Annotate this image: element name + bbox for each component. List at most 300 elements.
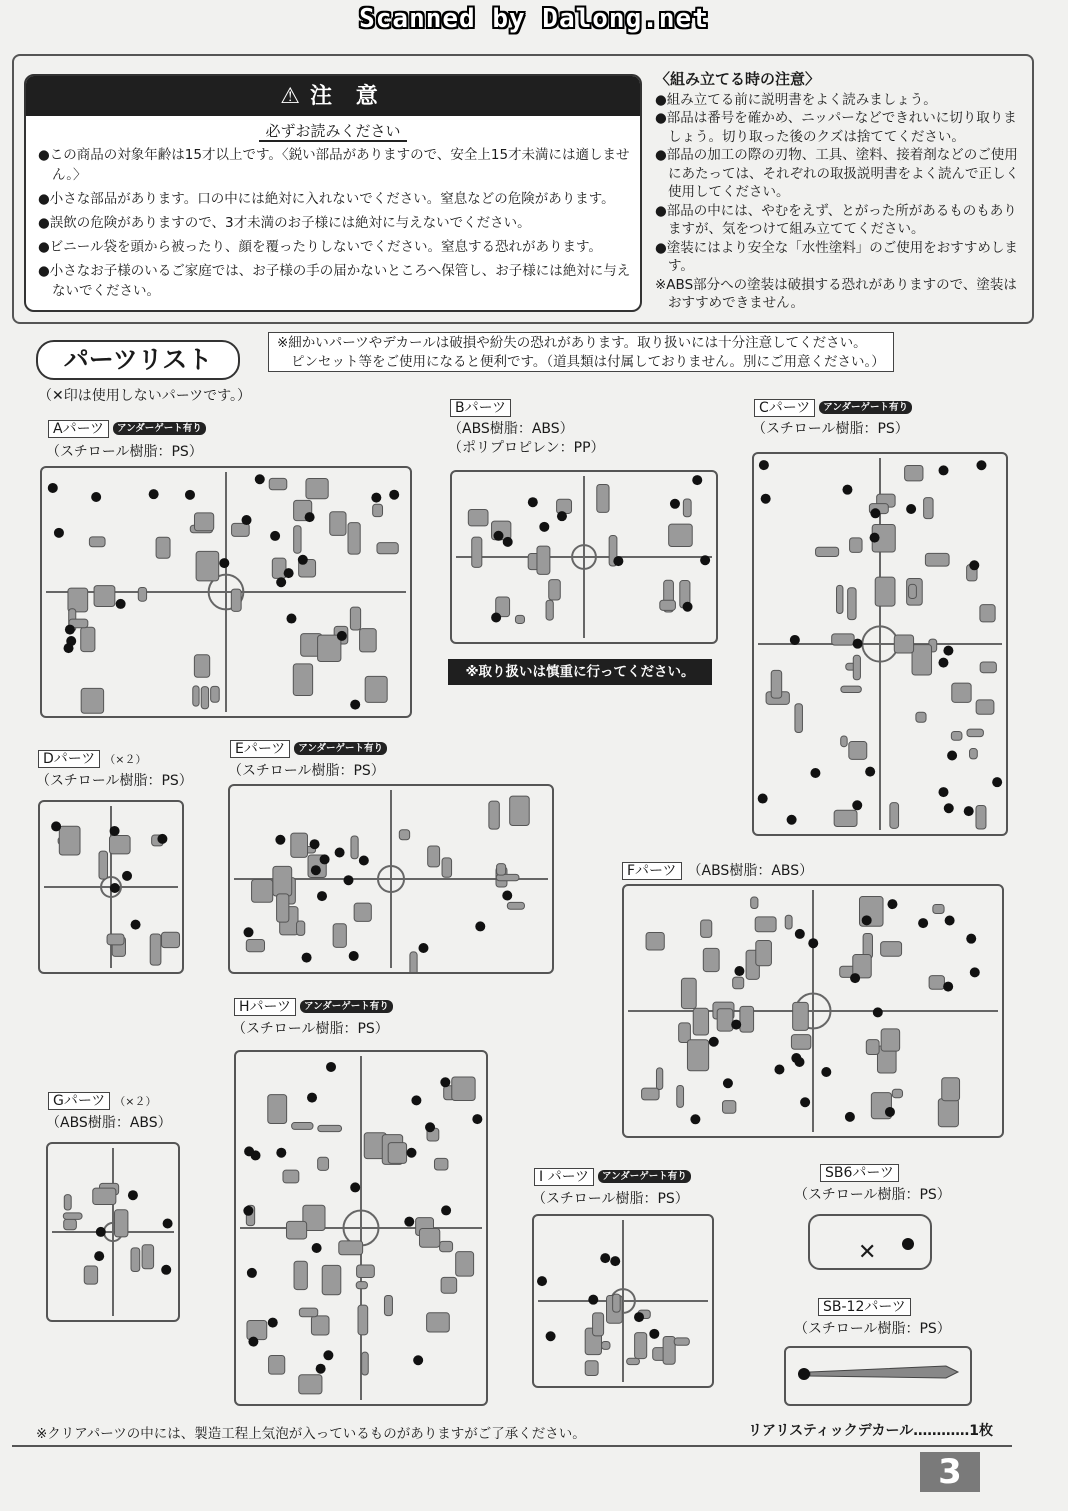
- part-number-marker: [268, 1318, 278, 1328]
- part-number-marker: [411, 1095, 421, 1105]
- caution-note: ※ABS部分への塗装は破損する恐れがありますので、塗装はおすすめできません。: [655, 276, 1017, 311]
- unused-x-mark: ✕: [858, 1240, 877, 1265]
- part-number-marker: [683, 602, 693, 612]
- runner-part: [294, 526, 301, 553]
- careful-handling-note: ※取り扱いは慎重に行ってください。: [448, 659, 712, 685]
- part-number-marker: [359, 855, 369, 865]
- runner-part: [723, 1101, 736, 1114]
- part-number-marker: [51, 821, 61, 831]
- part-number-marker: [94, 1251, 104, 1261]
- part-number-marker: [255, 474, 265, 484]
- runner-part: [916, 712, 926, 722]
- runner-part: [515, 615, 524, 623]
- part-number-marker: [244, 1146, 254, 1156]
- runner-part: [269, 1355, 285, 1374]
- runner-part: [853, 655, 860, 679]
- part-number-marker: [307, 1093, 317, 1103]
- warning-item: ● 小さな部品があります。口の中には絶対に入れないでください。窒息などの危険があります。: [38, 189, 632, 209]
- part-number-marker: [810, 768, 820, 778]
- runner-part: [150, 934, 161, 965]
- part-number-marker: [862, 915, 872, 925]
- part-number-marker: [964, 806, 974, 816]
- part-number-marker: [316, 1364, 326, 1374]
- runner-part: [193, 686, 199, 706]
- runner-part: [350, 607, 360, 630]
- warning-header: [26, 76, 640, 116]
- decal-count: リアリスティックデカール…………1枚: [748, 1423, 993, 1439]
- runner-b: [450, 470, 718, 644]
- part-number-marker: [270, 531, 280, 541]
- part-number-marker: [870, 533, 880, 543]
- runner-part: [837, 585, 843, 613]
- runner-part: [194, 655, 209, 677]
- part-number-marker: [945, 915, 955, 925]
- part-number-marker: [537, 1276, 547, 1286]
- part-number-marker: [286, 614, 296, 624]
- parts-b-material2: （ポリプロピレン：PP）: [448, 440, 605, 456]
- runner-part: [194, 513, 213, 531]
- caution-item: ● 塗装にはより安全な「水性塗料」のご使用をおすすめします。: [655, 239, 1020, 276]
- runner-part: [252, 880, 273, 903]
- part-number-marker: [670, 499, 680, 509]
- under-gate-badge: アンダーゲート有り: [294, 742, 387, 755]
- runner-part: [442, 858, 452, 877]
- runner-part: [269, 478, 287, 489]
- runner-part: [909, 584, 917, 598]
- part-number-marker: [326, 1062, 336, 1072]
- runner-c: [752, 452, 1008, 836]
- clear-parts-note: ※クリアパーツの中には、製造工程上気泡が入っているものがありますがご了承ください。: [36, 1426, 586, 1442]
- parts-g-label: Gパーツ （×２）: [48, 1090, 157, 1110]
- part-number-marker: [918, 918, 928, 928]
- runner-part: [291, 833, 308, 857]
- warning-item: ● 誤飲の危険がありますので、3才未満のお子様には絶対に与えないでください。: [38, 213, 632, 233]
- part-number-marker: [219, 558, 229, 568]
- runner-e: [228, 784, 554, 974]
- runner-part: [663, 1336, 675, 1364]
- runner-part: [427, 1313, 450, 1332]
- runner-part: [272, 558, 286, 578]
- parts-c-label: Cパーツ アンダーゲート有り: [754, 397, 912, 417]
- runner-part: [660, 600, 676, 610]
- runner-part: [247, 1320, 267, 1339]
- runner-part: [866, 1040, 879, 1055]
- part-number-marker: [938, 787, 948, 797]
- runner-i: [532, 1214, 714, 1388]
- runner-part: [841, 686, 861, 692]
- runner-part: [849, 742, 867, 760]
- part-number-marker: [163, 1219, 173, 1229]
- part-number-marker: [247, 1268, 257, 1278]
- part-number-marker: [634, 1312, 644, 1322]
- runner-part: [848, 588, 856, 620]
- parts-h-label: Hパーツ アンダーゲート有り: [234, 996, 393, 1016]
- runner-part: [81, 688, 103, 713]
- part-number-marker: [116, 599, 126, 609]
- part-number-marker: [902, 1238, 914, 1250]
- part-number-marker: [371, 493, 381, 503]
- runner-part: [201, 687, 208, 709]
- part-number-marker: [943, 982, 953, 992]
- page-number: 3: [920, 1452, 980, 1492]
- runner-e-drawing: [230, 786, 552, 972]
- runner-part: [674, 1338, 689, 1345]
- runner-part: [89, 537, 105, 547]
- runner-part: [362, 1352, 369, 1375]
- part-number-marker: [853, 639, 863, 649]
- runner-part: [585, 1361, 598, 1376]
- runner-part: [677, 1085, 684, 1107]
- part-number-marker: [795, 929, 805, 939]
- runner-part: [557, 499, 572, 513]
- runner-part: [428, 846, 440, 867]
- runner-part: [756, 941, 772, 966]
- runner-part: [156, 537, 170, 558]
- footer-rule: [12, 1445, 1012, 1447]
- runner-part: [816, 547, 839, 556]
- part-number-marker: [842, 485, 852, 495]
- runner-part: [365, 676, 387, 702]
- runner-part: [107, 934, 124, 945]
- part-number-marker: [491, 612, 501, 622]
- runner-part: [472, 537, 482, 567]
- runner-part: [892, 1089, 902, 1097]
- runner-part: [933, 904, 944, 913]
- part-number-marker: [649, 1329, 659, 1339]
- part-number-marker: [734, 966, 744, 976]
- part-number-marker: [149, 489, 159, 499]
- part-number-marker: [335, 848, 345, 858]
- part-number-marker: [440, 1077, 450, 1087]
- runner-part: [273, 866, 292, 896]
- runner-part: [322, 1265, 341, 1294]
- part-number-marker: [110, 826, 120, 836]
- part-number-marker: [502, 890, 512, 900]
- under-gate-badge: アンダーゲート有り: [819, 401, 912, 414]
- runner-part: [354, 903, 371, 921]
- under-gate-badge: アンダーゲート有り: [598, 1170, 691, 1183]
- part-number-marker: [852, 800, 862, 810]
- runner-g: [46, 1142, 180, 1322]
- runner-part: [646, 933, 664, 951]
- runner-sb12-drawing: [786, 1348, 970, 1404]
- parts-h-material: （スチロール樹脂：PS）: [232, 1021, 389, 1037]
- runner-part: [468, 509, 488, 525]
- runner-part: [924, 498, 933, 519]
- part-number-marker: [821, 1067, 831, 1077]
- part-number-marker: [539, 522, 549, 532]
- runner-f-drawing: [624, 886, 1002, 1136]
- runner-part: [890, 803, 899, 829]
- part-number-marker: [242, 515, 252, 525]
- part-number-marker: [731, 1020, 741, 1030]
- runner-part: [109, 836, 130, 854]
- runner-part: [593, 1313, 604, 1336]
- part-number-marker: [970, 967, 980, 977]
- runner-part: [294, 1261, 307, 1289]
- runner-part: [232, 523, 250, 536]
- runner-part: [635, 1333, 647, 1359]
- part-number-marker: [613, 556, 623, 566]
- part-number-marker: [808, 938, 818, 948]
- part-number-marker: [969, 560, 979, 570]
- runner-part: [952, 683, 971, 702]
- runner-part: [507, 902, 524, 909]
- runner-part: [162, 932, 180, 947]
- caution-item: ● 部品は番号を確かめ、ニッパーなどできれいに切り取りましょう。切り取った後のクズは捨ててください。: [655, 109, 1020, 146]
- part-number-marker: [939, 465, 949, 475]
- part-number-marker: [690, 1114, 700, 1124]
- runner-part: [246, 939, 264, 951]
- part-number-marker: [302, 953, 312, 963]
- runner-part: [970, 749, 978, 759]
- runner-part: [399, 830, 409, 840]
- runner-part: [64, 1219, 77, 1230]
- runner-part: [441, 1277, 457, 1293]
- runner-part: [84, 1266, 97, 1284]
- part-number-marker: [91, 492, 101, 502]
- part-number-marker: [600, 1253, 610, 1263]
- part-number-marker: [54, 528, 64, 538]
- part-number-marker: [110, 883, 120, 893]
- part-number-marker: [305, 512, 315, 522]
- runner-part: [268, 1095, 287, 1124]
- part-number-marker: [944, 803, 954, 813]
- runner-part: [546, 600, 553, 620]
- runner-part: [642, 1088, 659, 1100]
- runner-part: [942, 1078, 960, 1101]
- runner-part: [905, 465, 923, 480]
- runner-part: [510, 796, 530, 825]
- runner-part: [63, 1213, 82, 1219]
- runner-part: [277, 894, 289, 922]
- runner-part: [681, 978, 696, 1008]
- warning-item: ● 小さなお子様のいるご家庭では、お子様の手の届かないところへ保管し、お子様には絶対に与えないでください。: [38, 261, 632, 301]
- runner-part: [938, 1099, 958, 1127]
- part-number-marker: [865, 767, 875, 777]
- runner-part: [929, 976, 944, 990]
- runner-part: [687, 1040, 708, 1071]
- runner-part: [597, 485, 609, 513]
- runner-part: [348, 523, 360, 554]
- part-number-marker: [947, 751, 957, 761]
- runner-part: [613, 1294, 621, 1312]
- part-number-marker: [700, 555, 710, 565]
- runner-part: [881, 1029, 900, 1051]
- runner-part: [456, 1252, 474, 1276]
- parts-list-title: パーツリスト: [36, 340, 240, 380]
- part-number-marker: [406, 1148, 416, 1158]
- parts-b-material: （ABS樹脂：ABS）: [448, 421, 574, 437]
- runner-part: [356, 1282, 367, 1289]
- runner-g-drawing: [48, 1144, 178, 1320]
- runner-part: [292, 1123, 313, 1130]
- runner-part: [333, 924, 346, 948]
- runner-part: [841, 736, 847, 747]
- part-number-marker: [244, 927, 254, 937]
- warning-list: [38, 145, 632, 301]
- scan-watermark: Scanned by Dalong.net: [359, 4, 709, 34]
- parts-e-label: Eパーツ アンダーゲート有り: [230, 738, 387, 758]
- assembly-cautions: [655, 70, 1020, 313]
- part-number-marker: [122, 871, 132, 881]
- parts-a-material: （スチロール樹脂：PS）: [46, 444, 203, 460]
- runner-part: [656, 1068, 662, 1090]
- part-number-marker: [350, 1182, 360, 1192]
- runner-a-drawing: [42, 468, 410, 716]
- part-number-marker: [870, 508, 880, 518]
- runner-part: [785, 915, 792, 929]
- runner-d: [38, 800, 184, 974]
- runner-h-drawing: [236, 1052, 486, 1404]
- runner-part: [793, 1002, 809, 1030]
- part-number-marker: [992, 777, 1002, 787]
- runner-part: [231, 589, 241, 611]
- runner-part: [894, 635, 913, 653]
- parts-a-label: Aパーツ アンダーゲート有り: [48, 418, 206, 438]
- part-number-marker: [966, 934, 976, 944]
- part-number-marker: [790, 635, 800, 645]
- warning-item: ● ビニール袋を頭から被ったり、顔を覆ったりしないでください。窒息する恐れがあります。: [38, 237, 632, 257]
- runner-part: [881, 942, 902, 957]
- runner-part: [142, 1245, 154, 1269]
- part-number-marker: [131, 920, 141, 930]
- part-number-marker: [96, 1227, 106, 1237]
- runner-part: [64, 1195, 71, 1210]
- part-number-marker: [761, 494, 771, 504]
- runner-part: [286, 1221, 306, 1239]
- runner-part: [293, 664, 312, 696]
- runner-part: [717, 1009, 733, 1031]
- part-number-marker: [343, 875, 353, 885]
- runner-part: [360, 629, 377, 652]
- caution-item: ● 部品の加工の際の刃物、工具、塗料、接着剤などのご使用にあたっては、それぞれの取扱説明書をよく読んで正しく使用してください。: [655, 146, 1020, 202]
- runner-part: [976, 806, 986, 829]
- runner-part: [850, 538, 862, 553]
- runner-part: [318, 635, 341, 661]
- runner-part: [733, 977, 744, 989]
- part-number-marker: [404, 1217, 414, 1227]
- runner-part: [358, 1305, 368, 1335]
- warning-triangle-icon: ⚠: [280, 84, 301, 109]
- runner-part: [834, 810, 857, 826]
- runner-part: [93, 1188, 116, 1204]
- runner-part: [384, 1296, 392, 1316]
- parts-d-material: （スチロール樹脂：PS）: [36, 773, 193, 789]
- parts-i-material: （スチロール樹脂：PS）: [532, 1191, 689, 1207]
- runner-part: [283, 1170, 299, 1183]
- part-number-marker: [887, 899, 897, 909]
- part-number-marker: [418, 943, 428, 953]
- runner-part: [875, 577, 895, 606]
- part-number-marker: [943, 646, 953, 656]
- part-number-marker: [528, 497, 538, 507]
- part-number-marker: [798, 1368, 810, 1380]
- part-number-marker: [425, 1122, 435, 1132]
- runner-part: [311, 1316, 329, 1335]
- part-number-marker: [243, 1206, 253, 1216]
- runner-part: [537, 546, 550, 574]
- runner-part: [980, 605, 995, 622]
- runner-part: [94, 586, 115, 607]
- part-number-marker: [938, 658, 948, 668]
- part-number-marker: [709, 1037, 719, 1047]
- runner-part: [627, 1358, 640, 1364]
- part-number-marker: [885, 1107, 895, 1117]
- runner-part: [99, 851, 108, 879]
- runner-part: [791, 1035, 810, 1050]
- part-number-marker: [787, 815, 797, 825]
- part-number-marker: [906, 504, 916, 514]
- part-number-marker: [794, 1057, 804, 1067]
- runner-part: [419, 1229, 439, 1248]
- part-number-marker: [758, 794, 768, 804]
- runner-part: [751, 897, 758, 908]
- under-gate-badge: アンダーゲート有り: [300, 1000, 393, 1013]
- part-number-marker: [284, 568, 294, 578]
- runner-part: [297, 921, 305, 935]
- part-number-marker: [850, 973, 860, 983]
- runner-part: [131, 1248, 140, 1272]
- runner-part: [299, 1375, 322, 1394]
- warning-item: ● この商品の対象年齢は15才以上です。〈鋭い部品がありますので、安全上15才未満には適しません。〉: [38, 145, 632, 185]
- cautions-title: 〈組み立てる時の注意〉: [655, 70, 821, 88]
- runner-part: [740, 1006, 754, 1032]
- part-number-marker: [298, 555, 308, 565]
- parts-b-label: Bパーツ: [450, 397, 511, 417]
- warning-title: 注 意: [310, 84, 386, 109]
- warning-box: [24, 74, 642, 312]
- runner-part: [703, 948, 719, 971]
- part-number-marker: [723, 1078, 733, 1088]
- runner-part: [951, 731, 962, 740]
- under-gate-badge: アンダーゲート有り: [113, 422, 206, 435]
- runner-part: [196, 551, 219, 580]
- part-number-marker: [873, 1007, 883, 1017]
- runner-part: [115, 1210, 128, 1237]
- runner-part: [602, 1342, 610, 1350]
- parts-sb6-label: SB6パーツ: [820, 1162, 899, 1182]
- runner-part: [755, 917, 776, 932]
- runner-part: [339, 1241, 363, 1255]
- runner-part: [452, 1077, 475, 1100]
- part-number-marker: [65, 625, 75, 635]
- part-number-marker: [557, 511, 567, 521]
- runner-part: [669, 524, 693, 546]
- part-number-marker: [312, 1243, 322, 1253]
- runner-part: [489, 801, 499, 829]
- runner-b-drawing: [452, 472, 716, 642]
- runner-part: [59, 826, 80, 855]
- runner-part: [795, 704, 803, 733]
- part-number-marker: [276, 577, 286, 587]
- runner-sb12: [784, 1346, 972, 1406]
- runner-i-drawing: [534, 1216, 712, 1386]
- runner-part: [440, 1241, 453, 1251]
- part-number-marker: [976, 460, 986, 470]
- runner-part: [318, 1157, 329, 1170]
- part-number-marker: [692, 475, 702, 485]
- part-number-marker: [494, 531, 504, 541]
- part-number-marker: [128, 1190, 138, 1200]
- runner-part: [980, 662, 996, 673]
- part-number-marker: [588, 1295, 598, 1305]
- part-number-marker: [472, 1114, 482, 1124]
- parts-f-label: Fパーツ （ABS樹脂：ABS）: [622, 860, 813, 880]
- runner-part: [832, 634, 854, 645]
- runner-h: [234, 1050, 488, 1406]
- parts-sb6-material: （スチロール樹脂：PS）: [794, 1187, 951, 1203]
